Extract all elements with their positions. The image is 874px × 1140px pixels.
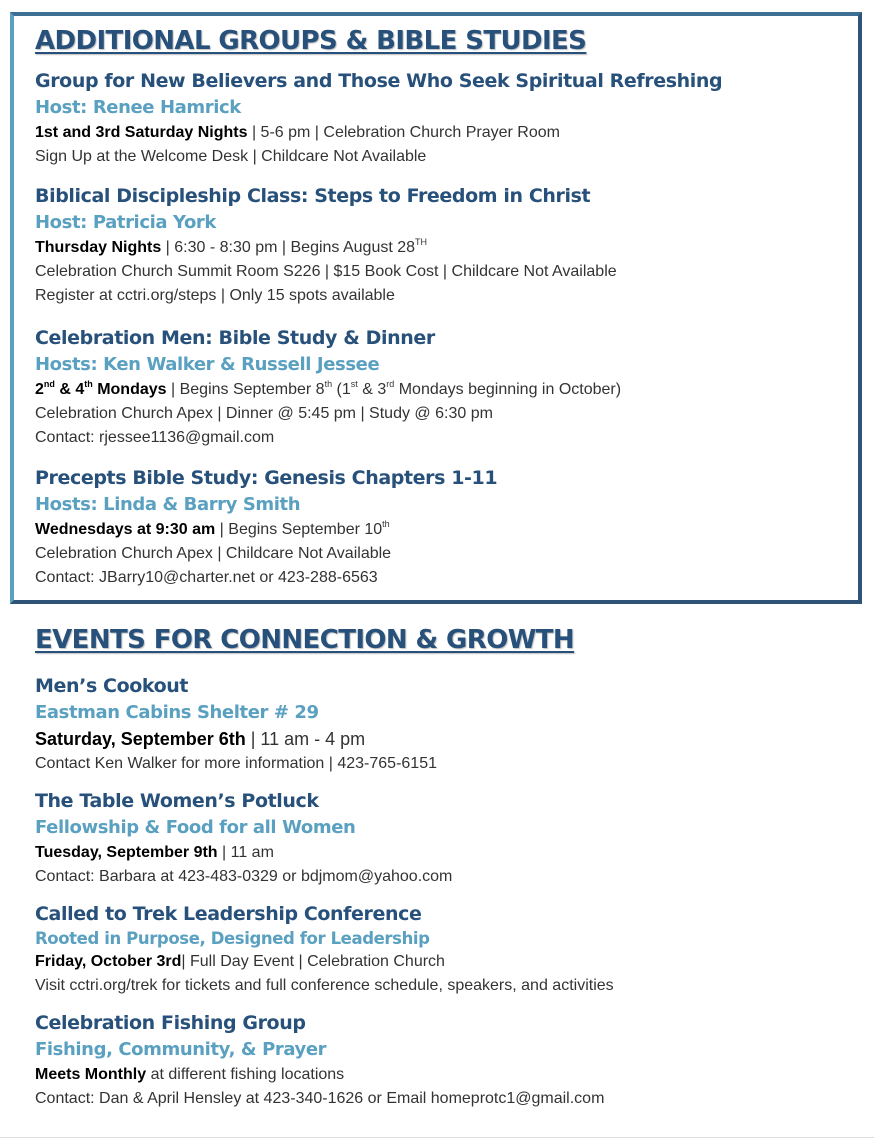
entry-contact: Contact: Barbara at 423-483-0329 or bdjmom@yahoo.com [35, 868, 453, 885]
entry-schedule: Tuesday, September 9th | 11 am [35, 844, 274, 861]
entry-title: Precepts Bible Study: Genesis Chapters 1-11 [35, 467, 498, 489]
entry-host: Hosts: Ken Walker & Russell Jessee [35, 354, 380, 375]
entry-schedule: Saturday, September 6th | 11 am - 4 pm [35, 729, 366, 749]
entry-title: The Table Women’s Potluck [35, 790, 319, 812]
entry-host: Host: Patricia York [35, 212, 216, 233]
group-new-believers [35, 68, 855, 169]
entry-details: Visit cctri.org/trek for tickets and full conference schedule, speakers, and activities [35, 977, 614, 994]
entry-title: Biblical Discipleship Class: Steps to Freedom in Christ [35, 185, 591, 207]
entry-details: Celebration Church Summit Room S226 | $15 Book Cost | Childcare Not Available [35, 263, 617, 280]
entry-title: Men’s Cookout [35, 675, 189, 697]
entry-title: Celebration Men: Bible Study & Dinner [35, 327, 435, 349]
groups-section-title: ADDITIONAL GROUPS & BIBLE STUDIES [35, 26, 587, 56]
entry-schedule: Wednesdays at 9:30 am | Begins September 10th [35, 519, 390, 538]
event-womens-potluck [35, 788, 855, 889]
entry-register: Register at cctri.org/steps | Only 15 spots available [35, 287, 395, 304]
entry-title: Celebration Fishing Group [35, 1012, 306, 1034]
entry-details: Celebration Church Apex | Childcare Not Available [35, 545, 392, 562]
entry-contact: Contact: rjessee1136@gmail.com [35, 429, 275, 446]
entry-host: Hosts: Linda & Barry Smith [35, 494, 301, 515]
page-bottom-rule [0, 1137, 874, 1138]
events-section-title: EVENTS FOR CONNECTION & GROWTH [35, 625, 575, 655]
event-fishing-group [35, 1010, 855, 1111]
entry-title: Called to Trek Leadership Conference [35, 903, 422, 925]
entry-title: Group for New Believers and Those Who Seek Spiritual Refreshing [35, 70, 723, 92]
group-celebration-men [35, 325, 855, 450]
entry-contact: Contact Ken Walker for more information | 423-765-6151 [35, 755, 437, 772]
event-trek-conference [35, 901, 855, 998]
entry-schedule: Thursday Nights | 6:30 - 8:30 pm | Begins August 28TH [35, 237, 428, 256]
entry-subtitle: Fishing, Community, & Prayer [35, 1039, 327, 1060]
group-discipleship [35, 183, 855, 308]
entry-subtitle: Rooted in Purpose, Designed for Leadership [35, 929, 430, 948]
entry-details: Celebration Church Apex | Dinner @ 5:45 pm | Study @ 6:30 pm [35, 405, 493, 422]
entry-host: Host: Renee Hamrick [35, 97, 241, 118]
entry-subtitle: Eastman Cabins Shelter # 29 [35, 702, 319, 723]
entry-details: Sign Up at the Welcome Desk | Childcare Not Available [35, 148, 427, 165]
entry-schedule: Friday, October 3rd| Full Day Event | Celebration Church [35, 953, 445, 970]
entry-schedule: 2nd & 4th Mondays | Begins September 8th (1st & 3rd Mondays beginning in October) [35, 379, 622, 398]
entry-schedule: 1st and 3rd Saturday Nights | 5-6 pm | Celebration Church Prayer Room [35, 124, 560, 141]
entry-contact: Contact: Dan & April Hensley at 423-340-1626 or Email homeprotc1@gmail.com [35, 1090, 605, 1107]
entry-schedule: Meets Monthly at different fishing locations [35, 1066, 345, 1083]
event-mens-cookout [35, 673, 855, 776]
entry-contact: Contact: JBarry10@charter.net or 423-288-6563 [35, 569, 378, 586]
entry-subtitle: Fellowship & Food for all Women [35, 817, 356, 838]
group-precepts [35, 465, 855, 590]
